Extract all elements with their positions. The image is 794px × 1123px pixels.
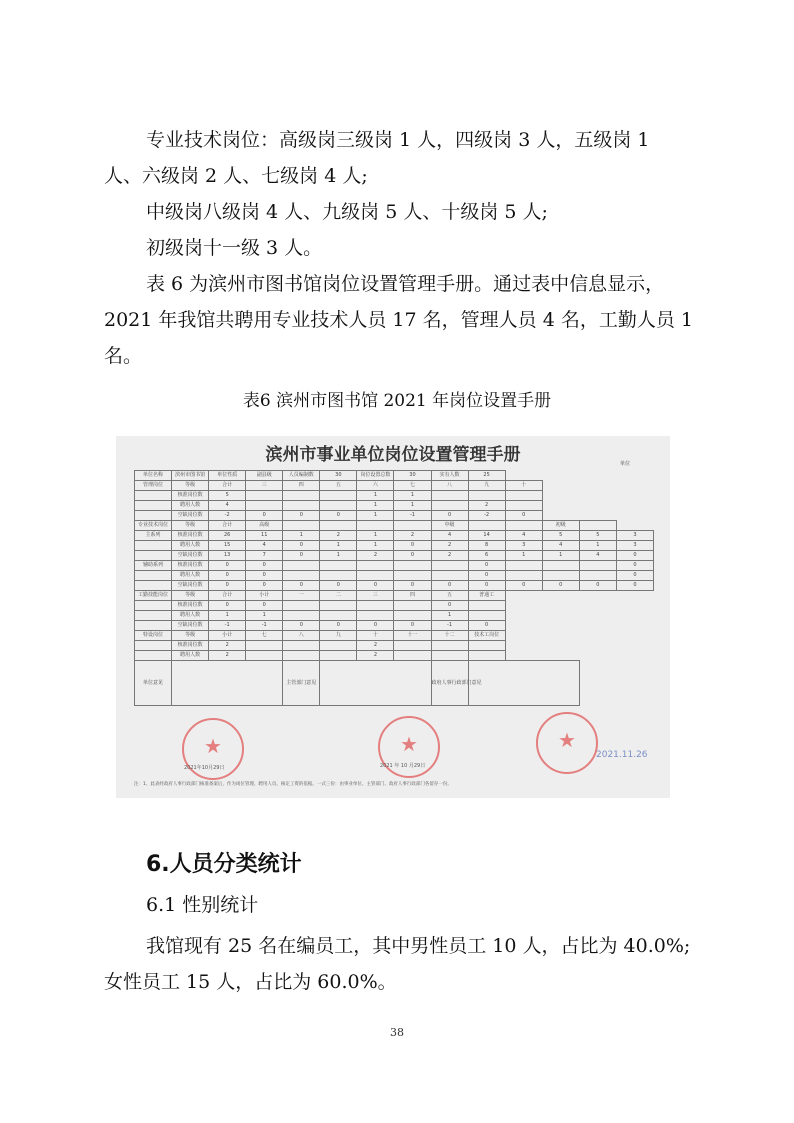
table-cell: 0: [394, 541, 431, 551]
table-cell: 1: [320, 551, 357, 561]
table-cell: 1: [209, 611, 246, 621]
opinion-cell: [320, 661, 431, 706]
table-cell: [394, 521, 431, 531]
page-number: 38: [390, 1026, 404, 1039]
table-cell: 0: [616, 561, 653, 571]
table-cell: 二: [320, 591, 357, 601]
table-cell: 等级: [172, 521, 209, 531]
table-cell: [135, 601, 172, 611]
table-cell: 管理岗位: [135, 481, 172, 491]
table-cell: 1: [357, 531, 394, 541]
table-cell: 十: [357, 631, 394, 641]
table-cell: -1: [394, 511, 431, 521]
table-cell: 30: [394, 471, 431, 481]
table-cell: 实有人数: [431, 471, 468, 481]
table-cell: 0: [209, 601, 246, 611]
table-row: [135, 511, 654, 521]
table-cell: [135, 571, 172, 581]
table-row: [135, 481, 654, 491]
table-cell: 等级: [172, 631, 209, 641]
table-cell: 2: [431, 551, 468, 561]
table-cell: 0: [320, 621, 357, 631]
table-cell: 十: [505, 481, 542, 491]
table-cell: [135, 581, 172, 591]
table-row: [135, 551, 654, 561]
table-cell: 1: [357, 501, 394, 511]
table-cell: -1: [209, 621, 246, 631]
table-cell: [505, 561, 542, 571]
table-cell: -2: [468, 511, 505, 521]
table-cell: [283, 641, 320, 651]
table-cell: 0: [209, 561, 246, 571]
table-cell: [135, 641, 172, 651]
table-row: [135, 521, 654, 531]
table-cell: [394, 641, 431, 651]
table-cell: 小计: [246, 591, 283, 601]
table-cell: 0: [320, 581, 357, 591]
table-cell: [357, 611, 394, 621]
table-cell: [320, 491, 357, 501]
seal-stamp-1: ★: [182, 718, 244, 780]
table-cell: 五: [431, 591, 468, 601]
table-cell: 0: [542, 581, 579, 591]
table-cell: 3: [505, 541, 542, 551]
table-cell: 1: [542, 551, 579, 561]
table-cell: 1: [320, 541, 357, 551]
table-cell: 八: [283, 631, 320, 641]
table-cell: 0: [283, 621, 320, 631]
paragraph-3: 初级岗十一级 3 人。: [146, 237, 323, 259]
table-cell: 人员编制数: [283, 471, 320, 481]
table-cell: -1: [431, 621, 468, 631]
table-cell: [357, 571, 394, 581]
table-cell: 4: [431, 531, 468, 541]
table-cell: 单位名称: [135, 471, 172, 481]
paragraph-5: 我馆现有 25 名在编员工，其中男性员工 10 人，占比为 40.0%;女性员工 15 人，占比为 60.0%。: [104, 935, 691, 993]
table-cell: [357, 521, 394, 531]
table-cell: [542, 571, 579, 581]
table-cell: 0: [246, 601, 283, 611]
table-cell: [135, 551, 172, 561]
table-row: [135, 541, 654, 551]
table-cell: 0: [394, 581, 431, 591]
table-cell: 7: [246, 551, 283, 561]
table-cell: [320, 611, 357, 621]
table-cell: [579, 561, 616, 571]
table-cell: [468, 651, 505, 661]
table-cell: 一: [283, 591, 320, 601]
table-cell: 0: [616, 571, 653, 581]
table-cell: 核准岗位数: [172, 491, 209, 501]
table-cell: 单位性质: [209, 471, 246, 481]
table-cell: 空缺岗位数: [172, 511, 209, 521]
scan-footnote: 注：1、此表经政府人事行政部门核准备案后，作为岗位管理、聘用人员、核定工资的依据。一式三份：由事业单位、主管部门、政府人事行政部门各留存一份。: [134, 782, 452, 787]
table-cell: 十一: [394, 631, 431, 641]
table-cell: 等级: [172, 481, 209, 491]
table-cell: [135, 651, 172, 661]
table-cell: [505, 501, 542, 511]
table-cell: [357, 561, 394, 571]
table-cell: 工勤技能岗位: [135, 591, 172, 601]
table-cell: -2: [209, 511, 246, 521]
table-cell: [246, 501, 283, 511]
table-cell: [283, 521, 320, 531]
table-cell: 七: [394, 481, 431, 491]
table-cell: 六: [357, 481, 394, 491]
paragraph-2: 中级岗八级岗 4 人、九级岗 5 人、十级岗 5 人;: [146, 201, 548, 223]
table-cell: 11: [246, 531, 283, 541]
table-cell: [246, 651, 283, 661]
table-cell: 0: [616, 551, 653, 561]
table-cell: 0: [246, 561, 283, 571]
table-cell: 九: [468, 481, 505, 491]
seal-2-date: 2021 年 10 月29日: [380, 763, 426, 769]
table-cell: 聘用人数: [172, 541, 209, 551]
table-cell: [320, 521, 357, 531]
table-cell: 4: [505, 531, 542, 541]
table-cell: 0: [283, 541, 320, 551]
table-cell: 聘用人数: [172, 501, 209, 511]
table-caption: 表6 滨州市图书馆 2021 年岗位设置手册: [242, 391, 552, 411]
table-cell: 合计: [209, 481, 246, 491]
table-cell: 初级: [542, 521, 579, 531]
table-cell: [283, 571, 320, 581]
table-cell: 5: [579, 531, 616, 541]
table-cell: [283, 501, 320, 511]
table-cell: 等级: [172, 591, 209, 601]
table-cell: 三: [357, 591, 394, 601]
table-cell: 3: [616, 541, 653, 551]
table-cell: 2: [357, 651, 394, 661]
table-cell: [135, 491, 172, 501]
table-row: [135, 611, 654, 621]
table-cell: 1: [579, 541, 616, 551]
table-row: [135, 621, 654, 631]
table-cell: 0: [357, 581, 394, 591]
table-cell: 中级: [431, 521, 468, 531]
table-cell: [246, 641, 283, 651]
table-cell: 1: [394, 491, 431, 501]
paragraph-1-line-2: 人、六级岗 2 人、七级岗 4 人;: [104, 165, 368, 187]
table-cell: 0: [283, 581, 320, 591]
table-cell: 主系列: [135, 531, 172, 541]
table-cell: 五: [320, 481, 357, 491]
table-cell: 0: [468, 621, 505, 631]
opinion-cell: [468, 661, 579, 706]
table-cell: 2: [209, 651, 246, 661]
table-cell: 聘用人数: [172, 651, 209, 661]
table-cell: 0: [505, 581, 542, 591]
table-cell: [283, 611, 320, 621]
table-cell: 2: [357, 551, 394, 561]
table-cell: 0: [283, 511, 320, 521]
table-cell: [505, 491, 542, 501]
table-cell: [283, 601, 320, 611]
table-cell: 4: [579, 551, 616, 561]
table-cell: 0: [431, 511, 468, 521]
opinion-row: [135, 661, 654, 706]
table-cell: [542, 561, 579, 571]
table-cell: 专业技术岗位: [135, 521, 172, 531]
subsection-heading: 6.1 性别统计: [146, 894, 259, 916]
table-cell: [135, 511, 172, 521]
table-cell: [579, 521, 616, 531]
section-heading: 6.人员分类统计: [146, 852, 302, 877]
table-row: [135, 641, 654, 651]
table-cell: 26: [209, 531, 246, 541]
post-setting-table: [134, 470, 654, 706]
table-cell: 核准岗位数: [172, 561, 209, 571]
table-cell: 聘用人数: [172, 571, 209, 581]
table-cell: 七: [246, 631, 283, 641]
table-cell: [579, 571, 616, 581]
table-cell: 0: [283, 551, 320, 561]
table-cell: [135, 611, 172, 621]
scan-unit: 单位: [619, 461, 630, 467]
table-cell: 6: [468, 551, 505, 561]
table-cell: 4: [209, 501, 246, 511]
table-cell: 2: [431, 541, 468, 551]
table-cell: 5: [542, 531, 579, 541]
table-cell: 空缺岗位数: [172, 551, 209, 561]
opinion-cell: [172, 661, 283, 706]
table-cell: 25: [468, 471, 505, 481]
table-cell: [394, 651, 431, 661]
table-cell: 高级: [246, 521, 283, 531]
table-cell: 八: [431, 481, 468, 491]
table-cell: [394, 611, 431, 621]
table-cell: 十二: [431, 631, 468, 641]
table-cell: 滨州市图书馆: [172, 471, 209, 481]
scan-title: 滨州市事业单位岗位设置管理手册: [265, 445, 521, 465]
table-cell: 0: [357, 621, 394, 631]
table-cell: 0: [209, 571, 246, 581]
table-cell: 空缺岗位数: [172, 621, 209, 631]
seal-3-date: 2021.11.26: [596, 750, 648, 760]
opinion-cell: 主管部门意见: [283, 661, 320, 706]
table-cell: 2: [320, 531, 357, 541]
table-cell: 特设岗位: [135, 631, 172, 641]
table-cell: 8: [468, 541, 505, 551]
table-cell: [394, 601, 431, 611]
table-row: [135, 631, 654, 641]
table-cell: 普通工: [468, 591, 505, 601]
table-cell: 技术工岗位: [468, 631, 505, 641]
table-row: [135, 601, 654, 611]
table-cell: [283, 651, 320, 661]
table-cell: [135, 541, 172, 551]
seal-1-date: 2021年10月29日: [184, 765, 225, 771]
table-cell: 1: [357, 511, 394, 521]
table-cell: 副县级: [246, 471, 283, 481]
table-cell: [431, 571, 468, 581]
table-cell: [468, 641, 505, 651]
table-cell: 辅助系列: [135, 561, 172, 571]
table-cell: [468, 611, 505, 621]
table-cell: 5: [209, 491, 246, 501]
table-cell: 0: [431, 581, 468, 591]
table-row: [135, 651, 654, 661]
table-row: [135, 591, 654, 601]
table-cell: 0: [468, 561, 505, 571]
table-cell: [431, 651, 468, 661]
table-row: [135, 471, 654, 481]
table-row: [135, 491, 654, 501]
table-cell: 2: [357, 641, 394, 651]
table-cell: [135, 621, 172, 631]
table-cell: [283, 561, 320, 571]
table-cell: [468, 601, 505, 611]
table-row: [135, 581, 654, 591]
paragraph-1-line-1: 专业技术岗位：高级岗三级岗 1 人，四级岗 3 人，五级岗 1: [146, 129, 650, 151]
seal-stamp-2: ★: [378, 716, 440, 778]
table-cell: 四: [283, 481, 320, 491]
table-cell: [320, 561, 357, 571]
table-cell: [505, 571, 542, 581]
table-cell: 1: [283, 531, 320, 541]
table-cell: 三: [246, 481, 283, 491]
table-cell: 聘用人数: [172, 611, 209, 621]
seal-stamp-3: ★: [536, 712, 598, 774]
table-cell: 4: [246, 541, 283, 551]
table-cell: [468, 491, 505, 501]
table-cell: [505, 521, 542, 531]
table-cell: 4: [542, 541, 579, 551]
table-cell: [431, 491, 468, 501]
table-cell: 0: [468, 571, 505, 581]
table-cell: [135, 501, 172, 511]
table-cell: 1: [246, 611, 283, 621]
table-cell: 0: [579, 581, 616, 591]
table-cell: 1: [431, 611, 468, 621]
table-cell: 0: [505, 511, 542, 521]
table-cell: 0: [246, 571, 283, 581]
table-cell: [320, 501, 357, 511]
table-cell: 0: [616, 581, 653, 591]
table-cell: 0: [209, 581, 246, 591]
table-cell: [320, 641, 357, 651]
table-cell: [394, 571, 431, 581]
table-cell: [431, 501, 468, 511]
table-cell: [246, 491, 283, 501]
table-cell: 1: [357, 491, 394, 501]
table-row: [135, 531, 654, 541]
table-cell: [431, 641, 468, 651]
table-cell: 3: [616, 531, 653, 541]
table-cell: 1: [505, 551, 542, 561]
table-cell: 九: [320, 631, 357, 641]
table-cell: 0: [320, 511, 357, 521]
table-cell: [431, 561, 468, 571]
table-cell: 空缺岗位数: [172, 581, 209, 591]
table-cell: 小计: [209, 631, 246, 641]
scanned-table-image: [116, 436, 670, 798]
table-cell: [320, 651, 357, 661]
table-cell: 合计: [209, 521, 246, 531]
table-cell: [320, 601, 357, 611]
table-cell: [320, 571, 357, 581]
table-cell: 合计: [209, 591, 246, 601]
table-cell: 0: [246, 581, 283, 591]
table-cell: 0: [431, 601, 468, 611]
table-cell: 核准岗位数: [172, 641, 209, 651]
table-cell: 2: [468, 501, 505, 511]
table-row: [135, 571, 654, 581]
table-cell: [468, 521, 505, 531]
table-cell: 0: [468, 581, 505, 591]
table-cell: 1: [394, 501, 431, 511]
table-cell: 2: [394, 531, 431, 541]
opinion-cell: 政府人事行政部门意见: [431, 661, 468, 706]
table-cell: 核准岗位数: [172, 531, 209, 541]
table-cell: 0: [394, 621, 431, 631]
table-cell: 30: [320, 471, 357, 481]
table-cell: 岗位设置总数: [357, 471, 394, 481]
table-cell: [283, 491, 320, 501]
table-cell: -1: [246, 621, 283, 631]
table-cell: [357, 601, 394, 611]
table-cell: 13: [209, 551, 246, 561]
paragraph-4: 表 6 为滨州市图书馆岗位设置管理手册。通过表中信息显示，2021 年我馆共聘用专业技术人员 17 名，管理人员 4 名，工勤人员 1 名。: [104, 273, 693, 367]
table-cell: 15: [209, 541, 246, 551]
table-cell: 核准岗位数: [172, 601, 209, 611]
table-cell: 四: [394, 591, 431, 601]
table-row: [135, 561, 654, 571]
table-cell: 0: [246, 511, 283, 521]
table-cell: 1: [357, 541, 394, 551]
opinion-cell: 单位意见: [135, 661, 172, 706]
table-cell: 2: [209, 641, 246, 651]
table-row: [135, 501, 654, 511]
table-cell: 0: [394, 551, 431, 561]
table-cell: [394, 561, 431, 571]
table-cell: 14: [468, 531, 505, 541]
